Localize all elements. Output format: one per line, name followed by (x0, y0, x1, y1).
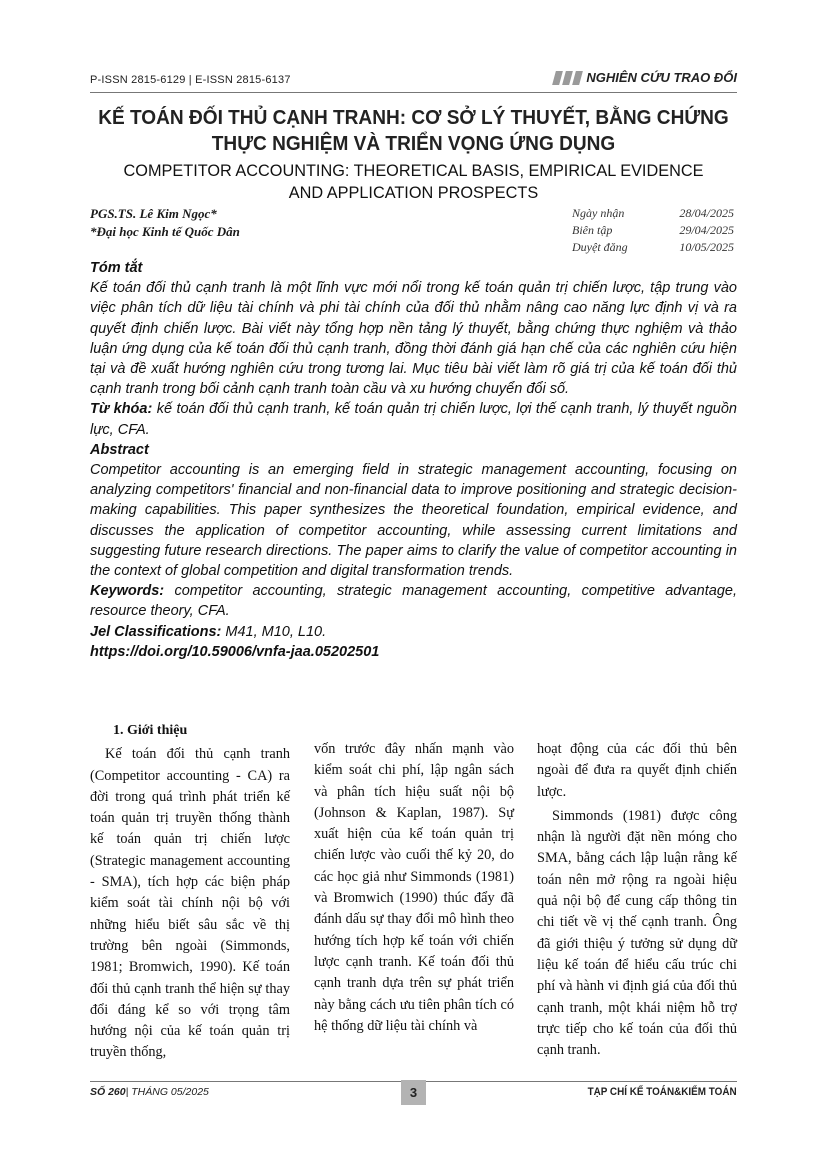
header-divider (90, 92, 737, 93)
abstract-section (90, 258, 737, 662)
date-row (572, 222, 734, 239)
date-row (572, 239, 734, 256)
issue-month: | THÁNG 05/2025 (125, 1086, 209, 1098)
date-value: 28/04/2025 (679, 206, 734, 220)
title-vi-line-2: THỰC NGHIỆM VÀ TRIỂN VỌNG ỨNG DỤNG (211, 132, 616, 155)
keywords-vi-text: kế toán đối thủ cạnh tranh, kế toán quản trị chiến lược, lợi thế cạnh tranh, lý thuyết nguồn lực, CFA. (90, 401, 737, 438)
paragraph: hoạt động của các đối thủ bên ngoài để đưa ra quyết định chiến lược. (537, 741, 737, 800)
column-1 (90, 720, 290, 1064)
section-label: NGHIÊN CỨU TRAO ĐỔI (586, 70, 737, 85)
date-label: Duyệt đăng (572, 240, 628, 254)
header-bars-icon (554, 71, 581, 85)
date-value: 29/04/2025 (679, 223, 734, 237)
date-label: Ngày nhận (572, 206, 625, 220)
column-2 (314, 739, 514, 1037)
title-vi-line-1: KẾ TOÁN ĐỐI THỦ CẠNH TRANH: CƠ SỞ LÝ THUYẾT, BẰNG CHỨNG (98, 106, 729, 129)
section-heading: 1. Giới thiệu (113, 723, 188, 738)
page-number: 3 (401, 1080, 426, 1105)
paragraph: Kế toán đối thủ cạnh tranh (Competitor accounting - CA) ra đời trong quá trình phát triển kế toán quản trị truyền thống thành kế toán quản trị chiến lược (Strategic management accounting - SMA), tích hợp các biện pháp kiểm soát tài chính nội bộ với những hiểu biết sâu sắc về thị trường bên ngoài (Simmonds, 1981; Bromwich, 1990). Kế toán đối thủ cạnh tranh thể hiện sự thay đổi đáng kể so với trọng tâm hướng nội của kế toán quản trị truyền thống, (90, 746, 290, 1061)
author-name: PGS.TS. Lê Kim Ngọc* (90, 206, 217, 221)
jel-label: Jel Classifications: (90, 623, 222, 640)
date-value: 10/05/2025 (679, 240, 734, 254)
jel-text: M41, M10, L10. (221, 623, 327, 640)
issn-header: P-ISSN 2815-6129 | E-ISSN 2815-6137 (90, 74, 291, 86)
issue-number: SỐ 260 (90, 1086, 126, 1098)
keywords-vi-label: Từ khóa: (90, 401, 153, 418)
title-en-line-2: AND APPLICATION PROSPECTS (288, 184, 539, 202)
keywords-en-text: competitor accounting, strategic management accounting, competitive advantage, resource theory, CFA. (90, 583, 737, 620)
abstract-en-heading: Abstract (90, 441, 149, 458)
date-label: Biên tập (572, 223, 613, 237)
column-3 (537, 739, 737, 1061)
journal-name: TẠP CHÍ KẾ TOÁN&KIỂM TOÁN (587, 1086, 737, 1098)
paragraph: Simmonds (1981) được công nhận là người đặt nền móng cho SMA, bằng cách lập luận rằng kế toán nên mở rộng ra ngoài hiệu quả nội bộ để cung cấp thông tin chi tiết về vị thế cạnh tranh. Ông đã giới thiệu ý tưởng sử dụng dữ liệu kế toán để hiểu cấu trúc chi phí và hành vi định giá của đối thủ cạnh tranh, một khái niệm hỗ trợ trực tiếp cho kế toán của đối thủ cạnh tranh. (537, 807, 737, 1059)
date-row (572, 205, 734, 222)
jel-classifications (90, 622, 737, 642)
title-vietnamese (85, 105, 743, 157)
keywords-vi (90, 399, 737, 439)
author-affiliation: *Đại học Kinh tế Quốc Dân (90, 224, 240, 239)
footer-issue (90, 1086, 209, 1098)
summary-vi-text: Kế toán đối thủ cạnh tranh là một lĩnh vực mới nổi trong kế toán quản trị chiến lược, tập trung vào việc phân tích dữ liệu tài chính và phi tài chính của đối thủ nhằm nâng cao năng lực định vị và ra quyết định chiến lược. Bài viết này tổng hợp nền tảng lý thuyết, bằng chứng thực nghiệm và thảo luận ứng dụng của kế toán đối thủ cạnh tranh, đồng thời đánh giá hạn chế của các nghiên cứu hiện tại và đề xuất hướng nghiên cứu trong tương lai. Mục tiêu bài viết làm rõ giá trị của kế toán đối thủ cạnh tranh trong bối cảnh cạnh tranh toàn cầu và xu hướng chuyển đổi số. (90, 280, 737, 398)
title-english (80, 160, 747, 204)
abstract-en-text: Competitor accounting is an emerging field in strategic management accounting, focusing on analyzing competitors' financial and non-financial data to improve positioning and strategic decision-making capabilities. This paper synthesizes the theoretical foundation, empirical evidence, and discusses the application of competitor accounting, while assessing current limitations and suggesting future research directions. The paper aims to clarify the value of competitor accounting in the context of global competition and digital transformation trends. (90, 462, 737, 580)
paragraph: vốn trước đây nhấn mạnh vào kiểm soát chi phí, lập ngân sách và phân tích hiệu suất nội bộ (Johnson & Kaplan, 1987). Sự xuất hiện của kế toán quản trị chiến lược vào cuối thế kỷ 20, do các học giả như Simmonds (1981) và Bromwich (1990) thúc đẩy đã đánh dấu sự thay đổi mô hình theo hướng tích hợp kế toán với chiến lược cạnh tranh. Kế toán đối thủ cạnh tranh dựa trên sự phát triển này bằng cách ưu tiên phân tích có hệ thống dữ liệu tài chính và (314, 741, 514, 1034)
doi-link[interactable]: https://doi.org/10.59006/vnfa-jaa.05202501 (90, 643, 380, 660)
dates-block (572, 205, 734, 256)
title-en-line-1: COMPETITOR ACCOUNTING: THEORETICAL BASIS, EMPIRICAL EVIDENCE (123, 162, 704, 180)
section-header (554, 70, 737, 85)
keywords-en (90, 581, 737, 621)
summary-vi-heading: Tóm tắt (90, 260, 143, 276)
author-block (90, 205, 240, 241)
keywords-en-label: Keywords: (90, 583, 165, 600)
